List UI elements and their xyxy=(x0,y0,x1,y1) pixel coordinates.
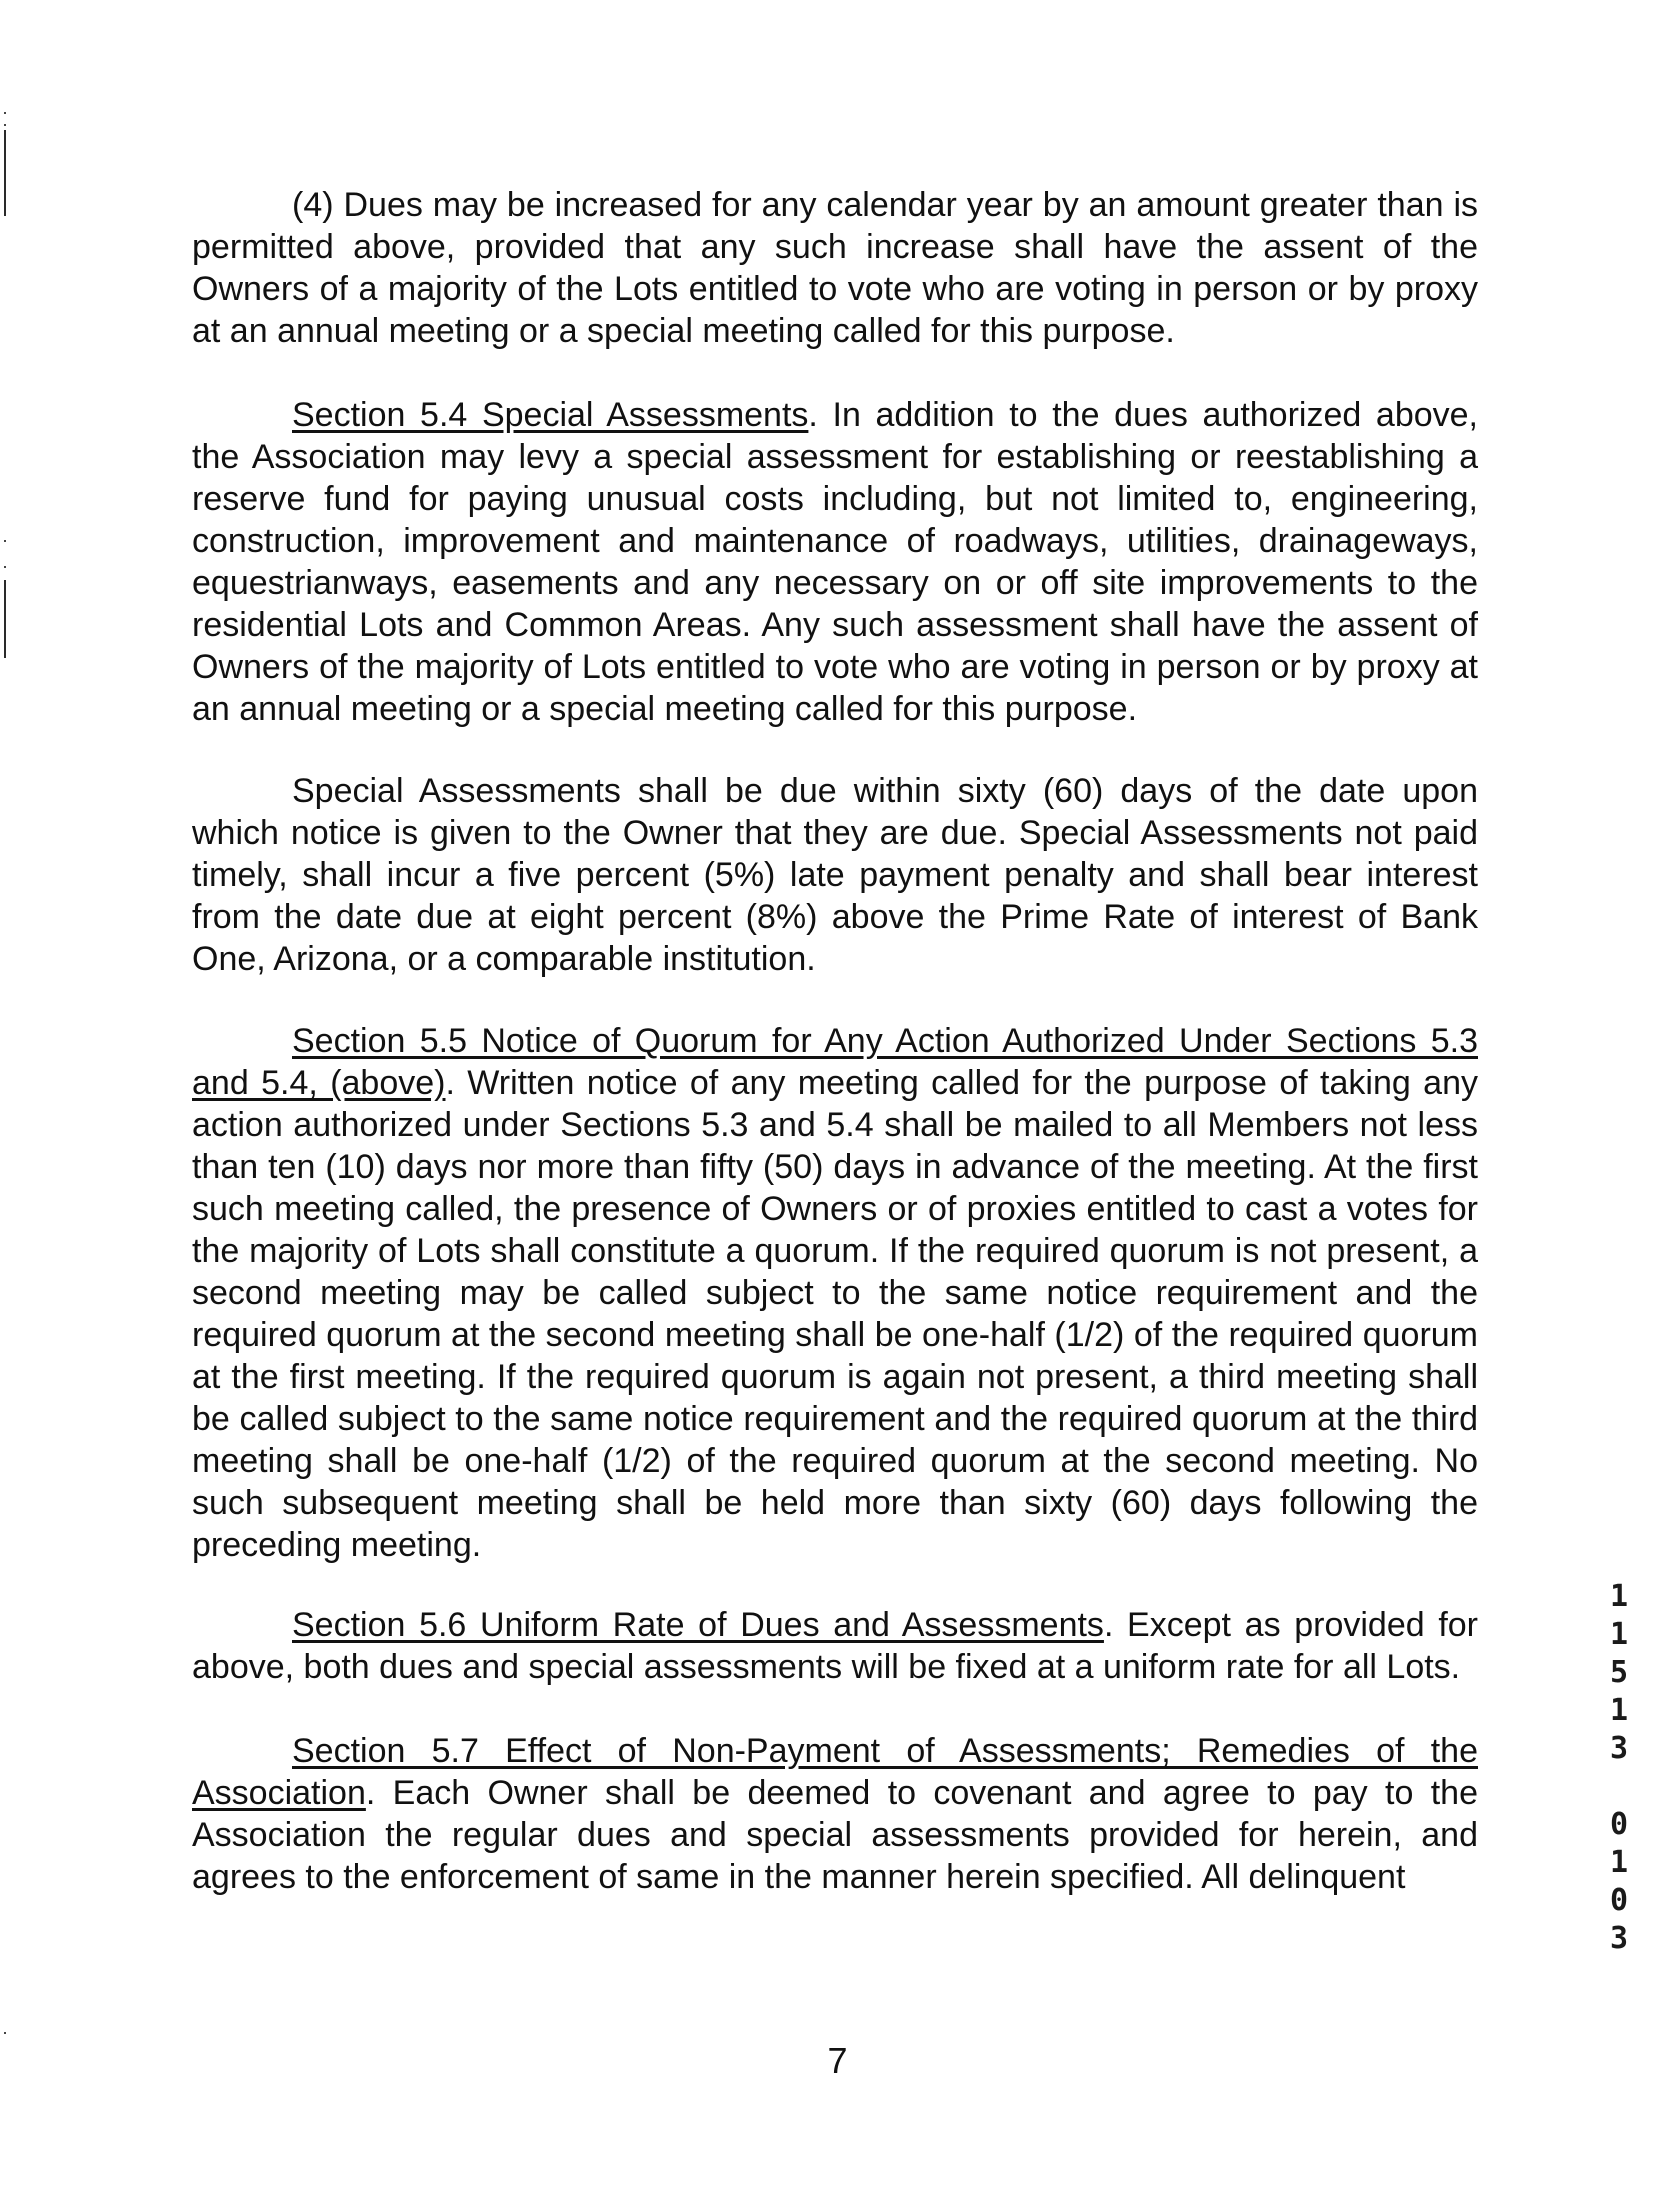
page-number: 7 xyxy=(827,2040,848,2081)
recording-digit: 3 xyxy=(1609,1921,1629,1956)
section-heading: Section 5.6 Uniform Rate of Dues and Assessments xyxy=(292,1606,1104,1644)
section-heading: Section 5.4 Special Assessments xyxy=(292,396,809,434)
recording-digit: 1 xyxy=(1609,1617,1629,1652)
scan-mark xyxy=(4,112,6,114)
paragraph-text: . Written notice of any meeting called for the purpose of taking any action authorized under Sections 5.3 and 5.4 shall be mailed to all Members not less than ten (10) days nor more than fifty (50) days in advance of the meeting. At the first such meeting called, the presence of Owners or of proxies entitled to cast a votes for the majority of Lots shall constitute a quorum. If the required quorum is not present, a second meeting may be called subject to the same notice requirement and the required quorum at the second meeting shall be one-half (1/2) of the required quorum at the first meeting. If the required quorum is again not present, a third meeting shall be called subject to the same notice requirement and the required quorum at the third meeting shall be one-half (1/2) of the required quorum at the second meeting. No such subsequent meeting shall be held more than sixty (60) days following the preceding meeting. xyxy=(192,1064,1478,1564)
scan-mark xyxy=(4,130,6,216)
paragraph-special-assessments-due xyxy=(192,770,1478,980)
section-5-7-non-payment xyxy=(192,1730,1478,1898)
paragraph-text: . Each Owner shall be deemed to covenant and agree to pay to the Association the regular dues and special assessments provided for herein, and agrees to the enforcement of same in the manner herein specified. All delinquent xyxy=(192,1774,1478,1896)
paragraph-text: . In addition to the dues authorized above, the Association may levy a special assessment for establishing or reestablishing a reserve fund for paying unusual costs including, but not limited to, engineering, construction, improvement and maintenance of roadways, utilities, drainageways, equestrianways, easements and any necessary on or off site improvements to the residential Lots and Common Areas. Any such assessment shall have the assent of Owners of the majority of Lots entitled to vote who are voting in person or by proxy at an annual meeting or a special meeting called for this purpose. xyxy=(192,396,1478,728)
paragraph-dues-increase xyxy=(192,184,1478,352)
recording-digit: 1 xyxy=(1609,1845,1629,1880)
section-5-5-notice-of-quorum xyxy=(192,1020,1478,1566)
scan-mark xyxy=(4,580,6,658)
section-heading: Section 5.7 Effect of Non-Payment of Assessments; Remedies of the Association xyxy=(192,1732,1478,1812)
section-heading: Section 5.5 Notice of Quorum for Any Action Authorized Under Sections 5.3 and 5.4, (above) xyxy=(192,1022,1478,1102)
section-5-4-special-assessments xyxy=(192,394,1478,730)
paragraph-text: Special Assessments shall be due within sixty (60) days of the date upon which notice is given to the Owner that they are due. Special Assessments not paid timely, shall incur a five percent (5%) late payment penalty and shall bear interest from the date due at eight percent (8%) above the Prime Rate of interest of Bank One, Arizona, or a comparable institution. xyxy=(192,772,1478,978)
scan-mark xyxy=(4,124,6,126)
scan-mark xyxy=(4,2032,6,2034)
recording-digit: 0 xyxy=(1609,1807,1629,1842)
recording-digit: 1 xyxy=(1609,1579,1629,1614)
paragraph-text: (4) Dues may be increased for any calendar year by an amount greater than is permitted above, provided that any such increase shall have the assent of the Owners of a majority of the Lots entitled to vote who are voting in person or by proxy at an annual meeting or a special meeting called for this purpose. xyxy=(192,186,1478,350)
recording-digit: 0 xyxy=(1609,1883,1629,1918)
paragraph-text: . Except as provided for above, both dues and special assessments will be fixed at a uniform rate for all Lots. xyxy=(192,1606,1479,1686)
recording-number-stamp xyxy=(1604,1578,1634,1958)
scan-mark xyxy=(4,566,6,568)
recording-digit: 1 xyxy=(1609,1693,1629,1728)
section-5-6-uniform-rate xyxy=(192,1604,1478,1688)
scan-mark xyxy=(4,540,6,542)
recording-digit: 5 xyxy=(1609,1655,1629,1690)
recording-gap xyxy=(1604,1768,1634,1806)
recording-digit: 3 xyxy=(1609,1731,1629,1766)
